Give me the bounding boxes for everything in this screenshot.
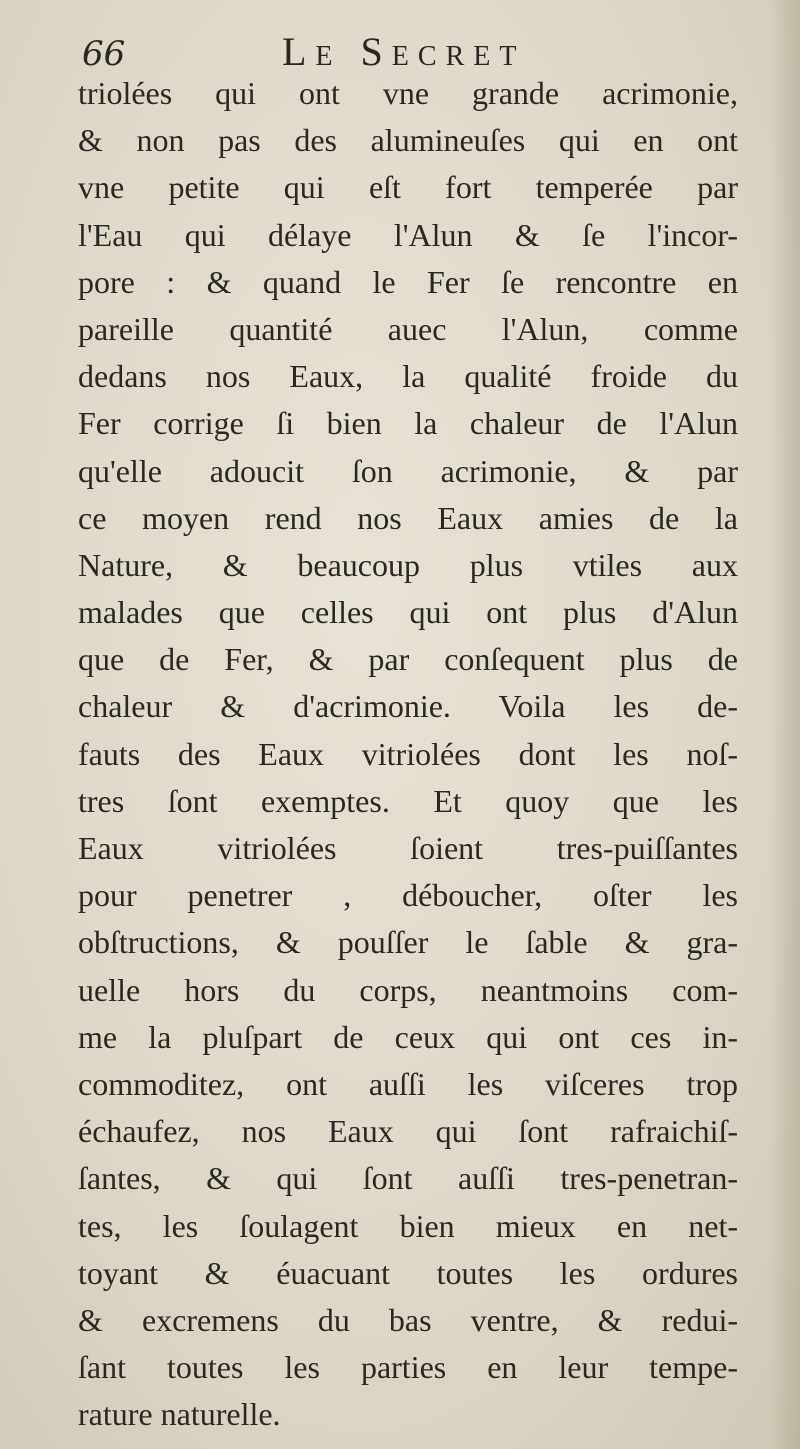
text-line: échaufez, nos Eaux qui ſont rafraichiſ- (78, 1113, 738, 1150)
text-line: toyant & éuacuant toutes les ordures (78, 1254, 738, 1291)
text-line: uelle hors du corps, neantmoins com- (78, 971, 738, 1008)
body-text (78, 70, 738, 1438)
text-line: obſtructions, & pouſſer le ſable & gra- (78, 924, 738, 961)
running-title: Le Secret (282, 29, 526, 74)
text-line: malades que celles qui ont plus d'Alun (78, 594, 738, 631)
text-line: dedans nos Eaux, la qualité froide du (78, 358, 738, 395)
text-line: & non pas des alumineuſes qui en ont (78, 122, 738, 159)
text-line: Eaux vitriolées ſoient tres-puiſſantes (78, 830, 738, 866)
text-line: fauts des Eaux vitriolées dont les noſ- (78, 735, 738, 772)
text-line: tes, les ſoulagent bien mieux en net- (78, 1207, 738, 1244)
text-line: pore : & quand le Fer ſe rencontre en (78, 263, 738, 300)
text-line: vne petite qui eſt fort temperée par (78, 169, 738, 206)
text-line: rature naturelle. (78, 1396, 281, 1433)
text-line: que de Fer, & par conſequent plus de (78, 641, 738, 678)
text-line: pareille quantité auec l'Alun, comme (78, 310, 738, 347)
text-line: Nature, & beaucoup plus vtiles aux (78, 546, 738, 583)
page-edge-shadow (770, 0, 800, 1449)
text-line: Fer corrige ſi bien la chaleur de l'Alun (78, 405, 738, 442)
page-number: 66 (82, 34, 126, 74)
text-line: ce moyen rend nos Eaux amies de la (78, 499, 738, 536)
text-line: commoditez, ont auſſi les viſceres trop (78, 1065, 738, 1102)
text-line: & excremens du bas ventre, & redui- (78, 1301, 738, 1338)
text-line: tres ſont exemptes. Et quoy que les (78, 782, 738, 819)
text-line: chaleur & d'acrimonie. Voila les de- (78, 688, 738, 725)
text-line: pour penetrer , déboucher, oſter les (78, 877, 738, 914)
text-line: ſantes, & qui ſont auſſi tres-penetran- (78, 1160, 738, 1197)
text-line: qu'elle adoucit ſon acrimonie, & par (78, 452, 738, 489)
text-line: ſant toutes les parties en leur tempe- (78, 1349, 738, 1386)
text-line: l'Eau qui délaye l'Alun & ſe l'incor- (78, 216, 738, 253)
text-line: triolées qui ont vne grande acrimonie, (78, 75, 738, 111)
text-line: me la pluſpart de ceux qui ont ces in- (78, 1018, 738, 1055)
